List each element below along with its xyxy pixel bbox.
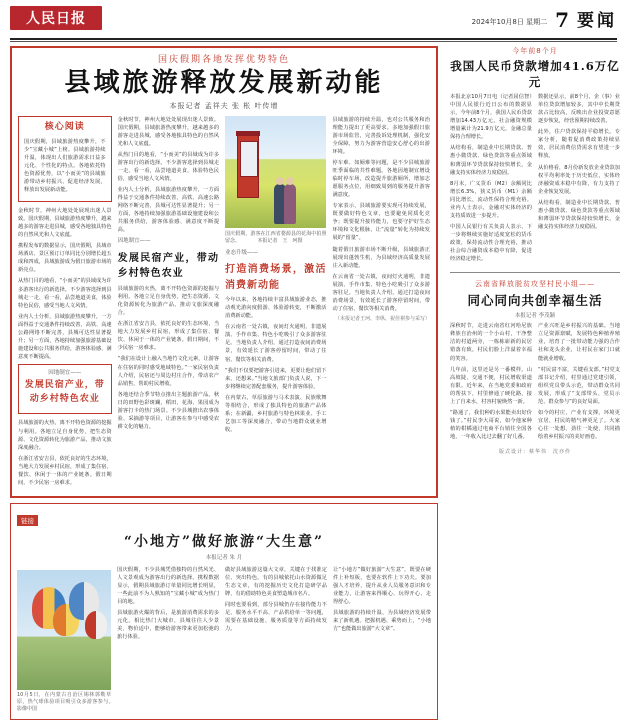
lead-col2-subhead: 发展民宿产业，带动乡村特色农业	[117, 252, 220, 280]
lead-p1-4: 县域旅游的火热，离不开特色资源的挖掘与利用。各地立足自身优势，把生态资源、文化资源转化为旅游产品，推动文旅深度融合。	[18, 420, 112, 451]
right-bottom-col-1	[450, 322, 532, 444]
link-columns	[17, 566, 431, 713]
rt-p5: 此外，住户贷款保持平稳增长。专家分析，随着促消费政策持续显效，居民消费信贷需求有望进一步释放。	[538, 129, 620, 160]
lead-p4-1: 停车难、如厕难等问题，是不少县城旅游旺季面临的共性难题。各地因地制宜增设临时停车场，改造提升旅游厕所，增加志愿服务点位，用细致周到的服务提升游客满意度。	[332, 159, 430, 199]
masthead-rule	[10, 38, 617, 40]
right-zone	[450, 46, 620, 602]
right-bottom-kicker: 云南省释放脱贫攻坚村民小组——	[475, 280, 595, 289]
link-byline: 本报记者 朱 月	[205, 554, 243, 561]
phone-booth-shape	[237, 134, 259, 198]
lead-p1-1: 携程发布的数据显示，国庆假期，县域市场酒店、景区预订订单同比分别增长超五成和四成，县域旅游成为假日旅游市场的新亮点。	[18, 243, 112, 274]
lead-col2-kicker: 因地制宜——	[117, 238, 151, 245]
rb-p1: 几年前，这里还是另一番模样。山高坡陡、交通不便，村民增收渠道有限。近年来，在当地党委和政府的帮扶下，村里修通了硬化路，接上了自来水，村容村貌焕然一新。	[450, 366, 532, 405]
section-name: 要闻	[577, 11, 617, 31]
rt-p6: 从价格看，8月份新发放企业贷款加权平均利率处于历史低位，实体经济融资成本稳中有降，有力支持了企业恢复发展。	[538, 164, 620, 195]
person-shape-2	[284, 184, 296, 224]
rt-p0: 本报北京10月7日电（记者屈信智）中国人民银行近日公布的数据显示，今年前8个月，我国人民币贷款增加14.43万亿元，社会融资规模增量累计为21.9万亿元，金融总量保持合理增长。	[450, 94, 532, 141]
link-column-2	[225, 566, 327, 713]
lead-p4-4: 在云南省一处古镇，夜间灯火通明，非遗展演、手作市集、特色小吃吸引了众多游客驻足。当地负责人介绍，通过打造夜间消费场景，有效延长了游客停留时间，带动了住宿、餐饮等相关消费。	[332, 273, 430, 312]
lead-p2-3: 县域旅游的火热，离不开特色资源的挖掘与利用。各地立足自身优势，把生态资源、文化资源转化为旅游产品，推动文旅深度融合。	[117, 285, 220, 317]
right-bottom-col-2	[538, 322, 620, 444]
secondary-headline-box	[18, 364, 112, 414]
right-top-article	[450, 46, 620, 266]
right-top-kicker: 今年前8个月	[512, 47, 558, 55]
rt-p3: 中国人民银行有关负责人表示，下一步将继续实施好适度宽松的货币政策，保持流动性合理充裕，推动社会综合融资成本稳中有降，促进经济稳定增长。	[450, 223, 532, 263]
lead-kicker: 国庆假期各地发挥优势特色	[157, 55, 290, 65]
sec-kicker: 因地制宜——	[48, 370, 82, 377]
link-column-1	[117, 566, 219, 713]
right-top-col-1	[450, 93, 532, 266]
rb-p4: “村民富不富，关键看支部。”村党支部书记介绍，村里通过党建引领，组织党员带头示范，带动群众共同发展，形成了“支部带头、党员示范、群众参与”的良好局面。	[538, 366, 620, 405]
lead-p2-6: 各地还结合季节特点推出主题旅游产品。秋日的田野色彩斑斓，稻田、花海、果园成为游客打卡的热门场景。不少县城推出农事体验、采摘游等项目，让游客在参与中感受农耕文化的魅力。	[117, 391, 220, 430]
photo-top-caption: 国庆假期，游客在江西省婺源县的花海中拍照留念。 本报记者 王 珂摄	[225, 230, 327, 244]
masthead	[10, 6, 617, 36]
right-top-columns	[450, 93, 620, 266]
photo-bottom	[17, 570, 111, 690]
newspaper-logo: 人民日报	[10, 6, 102, 30]
lead-p4-3: 随着假日旅游市场不断升级，县域旅游正展现出蓬勃生机，为县域经济高质量发展注入新动能。	[332, 246, 430, 269]
lead-column-2	[118, 116, 219, 490]
photo-top	[225, 116, 326, 228]
link-p3-0: 让“小地方”做好旅游“大生意”，既要在硬件上补短板，也要在软件上下功夫。要加强人才培养，提升从业人员服务意识和专业能力，让游客来得顺心、玩得开心、走得舒心。	[332, 566, 431, 606]
editor-credit: 版式设计：蔡华伟 沈亦伶	[498, 449, 571, 456]
right-top-col-2	[538, 93, 620, 266]
rb-p2: “路通了，我们种的水果能卖出好价钱了。”村民李大哥说，如今他家种植的柑橘通过电商平台销往全国各地，一年收入比过去翻了好几番。	[450, 409, 532, 441]
link-title: “小地方”做好旅游“大生意”	[123, 533, 325, 550]
lead-columns	[18, 116, 430, 490]
lead-contrib-note: （本报记者王珂、李纵、祝佳祺参与采写）	[334, 316, 430, 323]
link-article	[10, 503, 438, 720]
lead-col3-kicker: 业态升级——	[225, 249, 259, 256]
lead-p2-4: 在浙江省安吉县，依托良好的生态环境，当地大力发展乡村民宿，形成了集住宿、餐饮、休闲于一体的产业链条。假日期间，不少民宿一房难求。	[117, 321, 220, 352]
link-p2-0: 做好县域旅游这篇大文章，关键在于找准定位、突出特色。有的县城依托山水资源做足生态文章，有的挖掘历史文化打造研学品牌，有的借助特色美食塑造城市名片。	[225, 566, 327, 598]
link-tag-badge: 链接	[17, 515, 38, 526]
lead-byline: 本报记者 孟祥夫 张 枨 叶传增	[169, 101, 279, 110]
lead-p4-0: 县域旅游的持续升温，也对公共服务和治理能力提出了更高要求。多地加强假日旅游市场监管，完善投诉处理机制，强化安全保障，努力为游客营造安心舒心的出游环境。	[332, 116, 430, 155]
page-number: 7	[555, 8, 569, 32]
lead-p2-0: 金秋时节，神州大地处处展现出迷人景致。国庆假期，县域旅游热度攀升，越来越多的游客走进县城，感受各地独具特色的自然风光和人文底蕴。	[117, 116, 220, 147]
rt-p2: 8月末，广义货币（M2）余额同比增长6.3%，狭义货币（M1）余额同比增长，流动性保持合理充裕。业内人士表示，金融对实体经济的支持质效进一步提升。	[450, 180, 532, 219]
link-column-3	[333, 566, 431, 713]
link-p1-1: 县域旅游火爆的背后，是旅游消费需求的多元化。相比热门大城市，县城往往人少景美、物价适中，能够给游客带来更加松弛的旅行体验。	[117, 610, 220, 641]
right-zone-divider	[450, 272, 620, 273]
lead-column-3	[225, 116, 326, 490]
masthead-rule-thin	[10, 41, 617, 42]
lead-p3-1: 在云南省一处古镇，夜间灯火通明，非遗展演、手作市集、特色小吃吸引了众多游客驻足。当地负责人介绍，通过打造夜间消费场景，有效延长了游客停留时间，带动了住宿、餐饮等相关消费。	[225, 324, 327, 363]
lead-column-1	[18, 116, 112, 490]
rt-p7: 从结构看，制造业中长期贷款、普惠小微贷款、绿色贷款等重点领域和薄弱环节贷款保持较快增长，金融支持实体经济力度稳固。	[538, 199, 620, 230]
sec-title: 发展民宿产业，带动乡村特色农业	[24, 379, 105, 404]
rb-p5: 如今的村庄，产业有支撑，环境更宜居，村民的精气神更足了。大家心往一处想、劲往一处使，共同描绘着乡村振兴的美好画卷。	[538, 409, 620, 441]
lead-p1-0: 金秋时节，神州大地处处展现出迷人景致。国庆假期，县域旅游热度攀升，越来越多的游客走进县城，感受各地独具特色的自然风光和人文底蕴。	[18, 207, 112, 239]
right-bottom-title: 同心同向共创幸福生活	[467, 293, 603, 309]
right-bottom-columns	[450, 322, 620, 444]
lead-p3-3: 在内蒙古，草原旅游与马术表演、民族歌舞等相结合，形成了独具特色的旅游产品体系；在新疆，乡村旅游与特色林果业、手工艺加工等深度融合，带动当地群众就业增收。	[225, 394, 327, 434]
lead-column-4	[332, 116, 430, 490]
page-body	[10, 46, 620, 712]
core-reading-box	[18, 116, 112, 202]
right-bottom-byline: 本报记者 李茂颖	[514, 313, 556, 320]
lead-p1-2: 从热门目的地看，“小而美”的县域成为许多游客出行的新选择。不少游客选择到县城走一走、看一看，品尝地道美食，体验特色民俗，感受当地人文风情。	[18, 278, 112, 309]
lead-p2-5: “我们在设计上融入当地竹文化元素，让游客在住宿的同时感受地域特色。”一家民宿负责人介绍，民宿还与周边村庄合作，带动农产品销售，帮助村民增收。	[117, 356, 220, 387]
rt-p1: 从结构看，制造业中长期贷款、普惠小微贷款、绿色贷款等重点领域和薄弱环节贷款保持较快增长，金融支持实体经济力度稳固。	[450, 145, 532, 176]
link-p1-0: 国庆假期，不少县城凭借独特的自然风光、人文景观成为游客出行的新选择。携程数据显示，假期县域旅游订单量同比增长明显，一些此前不为人熟知的“宝藏小城”成为热门目的地。	[117, 566, 220, 606]
lead-article	[10, 46, 438, 498]
lead-headline: 县域旅游释放发展新动能	[64, 68, 384, 98]
core-reading-text: 国庆假期，县域旅游热度攀升，不少“宝藏小城”上榜。县域旅游持续升温，体现出人们旅游需求日益多元化、个性化的特点。各地依托特色资源优势，以“小而美”的县域旅游带动乡村振兴、促进经济发展，释放出发展新动能。	[24, 138, 106, 193]
right-bottom-article	[450, 279, 620, 455]
right-top-title: 我国人民币贷款增加41.6万亿元	[450, 59, 620, 89]
lead-p2-2: 业内人士分析，县域旅游热度攀升，一方面得益于交通条件持续改善，高铁、高速公路网络不断完善，县城可达性显著提升；另一方面，各地持续加强旅游基础设施建设和公共服务供给，游客体验感、满意度不断提高。	[117, 187, 220, 234]
lead-p3-0: 今年以来，各地持续丰富县域旅游业态，推动观光游向度假游、体验游转变，不断激活消费新动能。	[225, 297, 327, 320]
link-col-photo	[17, 566, 132, 713]
rt-p4: 数据还显示，前8个月，企（事）业单位贷款增加较多，其中中长期贷款占比较高，反映出企业投资意愿逐步恢复，经营预期持续改善。	[538, 94, 620, 125]
issue-date: 2024年10月8日 星期二	[471, 18, 548, 26]
balloon-shape-4	[85, 611, 107, 639]
rb-p0: 深秋时节，走进云南省红河哈尼族彝族自治州的一个小山村，干净整洁的村道两旁，一栋栋崭新的民居错落有致，村民们脸上洋溢着幸福的笑容。	[450, 323, 532, 362]
core-reading-title: 核心阅读	[44, 121, 85, 132]
lead-p4-2: 专家表示，县域旅游要实现可持续发展，既要做好特色文章，也要避免同质化竞争；既要提升接待能力，也要守护好生态环境和文化根脉，让“流量”转化为持续发展的“留量”。	[332, 203, 430, 242]
lead-p3-2: “我们不仅要把游客引进来，更要让他们留下来、还想来。”当地文旅部门负责人说，下一步将继续完善配套服务，提升游客体验。	[225, 367, 327, 390]
left-zone	[10, 46, 438, 712]
lead-col3-subhead: 打造消费场景，激活消费新动能	[225, 264, 327, 291]
lead-p1-5: 在浙江省安吉县，依托良好的生态环境，当地大力发展乡村民宿，形成了集住宿、餐饮、休闲于一体的产业链条。假日期间，不少民宿一房难求。	[18, 455, 112, 486]
lead-p1-3: 业内人士分析，县域旅游热度攀升，一方面得益于交通条件持续改善，高铁、高速公路网络不断完善，县城可达性显著提升；另一方面，各地持续加强旅游基础设施建设和公共服务供给，游客体验感、满意度不断提高。	[18, 313, 112, 361]
masthead-right	[472, 6, 617, 30]
link-p3-1: 县域旅游的持续升温，为县域经济发展带来了新机遇。把握机遇、乘势而上，“小地方”也能做出旅游“大文章”。	[332, 610, 431, 633]
photo-bottom-caption: 10月5日，在内蒙古自治区锡林郭勒草原，热气球体验项目吸引众多游客参与。 影像中国	[17, 691, 132, 712]
link-p2-1: 同时也要看到，部分县城仍存在接待能力不足、服务水平不高、产品供给单一等问题，需要在基础设施、服务质量等方面持续发力。	[225, 602, 327, 633]
lead-p2-1: 从热门目的地看，“小而美”的县域成为许多游客出行的新选择。不少游客选择到县城走一走、看一看，品尝地道美食，体验特色民俗，感受当地人文风情。	[117, 151, 220, 183]
rb-p3: 产业兴旺是乡村振兴的基础。当地立足资源禀赋，发展特色种植养殖业，培育了一批带动能力强的合作社和龙头企业，让村民在家门口就能就业增收。	[538, 323, 620, 362]
